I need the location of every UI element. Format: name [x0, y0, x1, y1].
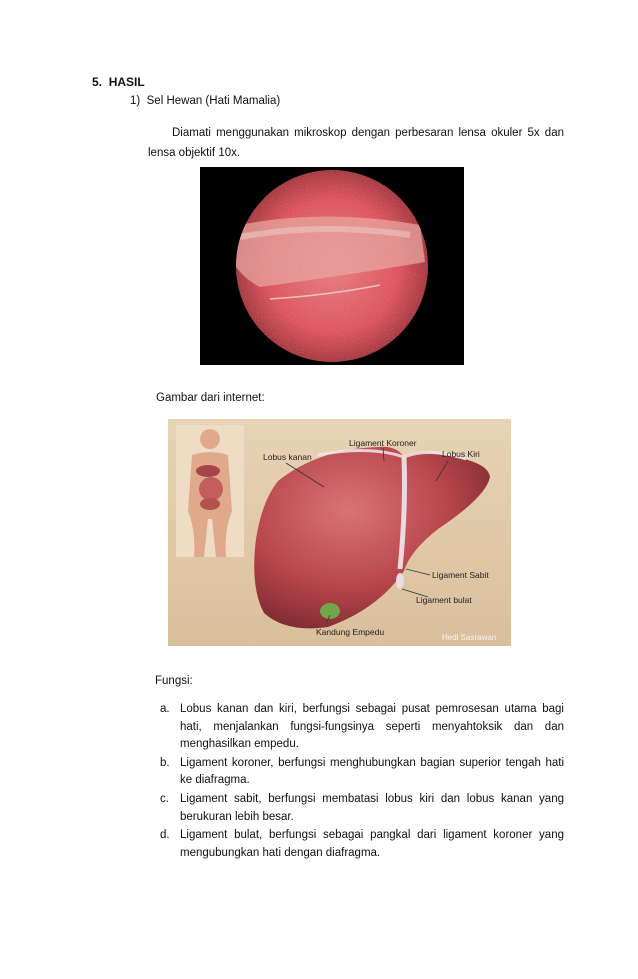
- section-title: HASIL: [108, 75, 145, 89]
- list-item: [160, 755, 564, 790]
- list-text: Ligament bulat, berfungsi sebagai pangkal dari ligament koroner yang mengubungkan hati dengan diafragma.: [180, 829, 564, 859]
- list-text: Lobus kanan dan kiri, berfungsi sebagai pusat pemrosesan utama bagi hati, menjalankan fungsi-fungsinya seperti menyahtoksik dan dan menghasilkan empedu.: [180, 703, 564, 751]
- list-letter: d.: [160, 829, 170, 842]
- subsection-title: Sel Hewan (Hati Mamalia): [146, 95, 281, 107]
- internet-caption: Gambar dari internet:: [156, 392, 265, 404]
- fungsi-list: [160, 701, 564, 863]
- body-silhouette: [176, 425, 244, 557]
- observation-paragraph: [148, 123, 564, 163]
- microscope-image: [200, 167, 464, 365]
- liver-diagram: [168, 419, 511, 646]
- label-lobus-kiri: Lobus Kiri: [442, 449, 480, 459]
- subsection-number: 1): [130, 95, 141, 107]
- gallbladder-shape: [320, 603, 340, 619]
- label-ligament-bulat: Ligament bulat: [416, 595, 472, 605]
- label-ligament-sabit: Ligament Sabit: [432, 570, 489, 580]
- section-number: 5.: [92, 75, 103, 89]
- label-lobus-kanan: Lobus kanan: [263, 452, 312, 462]
- liver-illustration: [168, 419, 511, 646]
- microscope-view: [200, 167, 464, 365]
- watermark-text: Hedi Sasrawan: [442, 633, 497, 642]
- observation-text: Diamati menggunakan mikroskop dengan perbesaran lensa okuler 5x dan lensa objektif 10x.: [148, 127, 564, 159]
- label-kandung-empedu: Kandung Empedu: [316, 627, 385, 637]
- list-text: Ligament koroner, berfungsi menghubungkan bagian superior tengah hati ke diafragma.: [180, 756, 564, 787]
- subsection-heading: [130, 95, 280, 107]
- list-letter: c.: [160, 792, 169, 805]
- list-letter: a.: [160, 703, 170, 715]
- list-item: [160, 791, 564, 826]
- list-text: Ligament sabit, berfungsi membatasi lobus kiri dan lobus kanan yang berukuran lebih besar.: [180, 792, 564, 823]
- section-heading: [92, 75, 145, 89]
- list-item: [160, 827, 564, 862]
- label-ligament-koroner: Ligament Koroner: [349, 438, 417, 448]
- list-letter: b.: [160, 756, 170, 769]
- list-item: [160, 701, 564, 754]
- fungsi-title: Fungsi:: [155, 675, 193, 687]
